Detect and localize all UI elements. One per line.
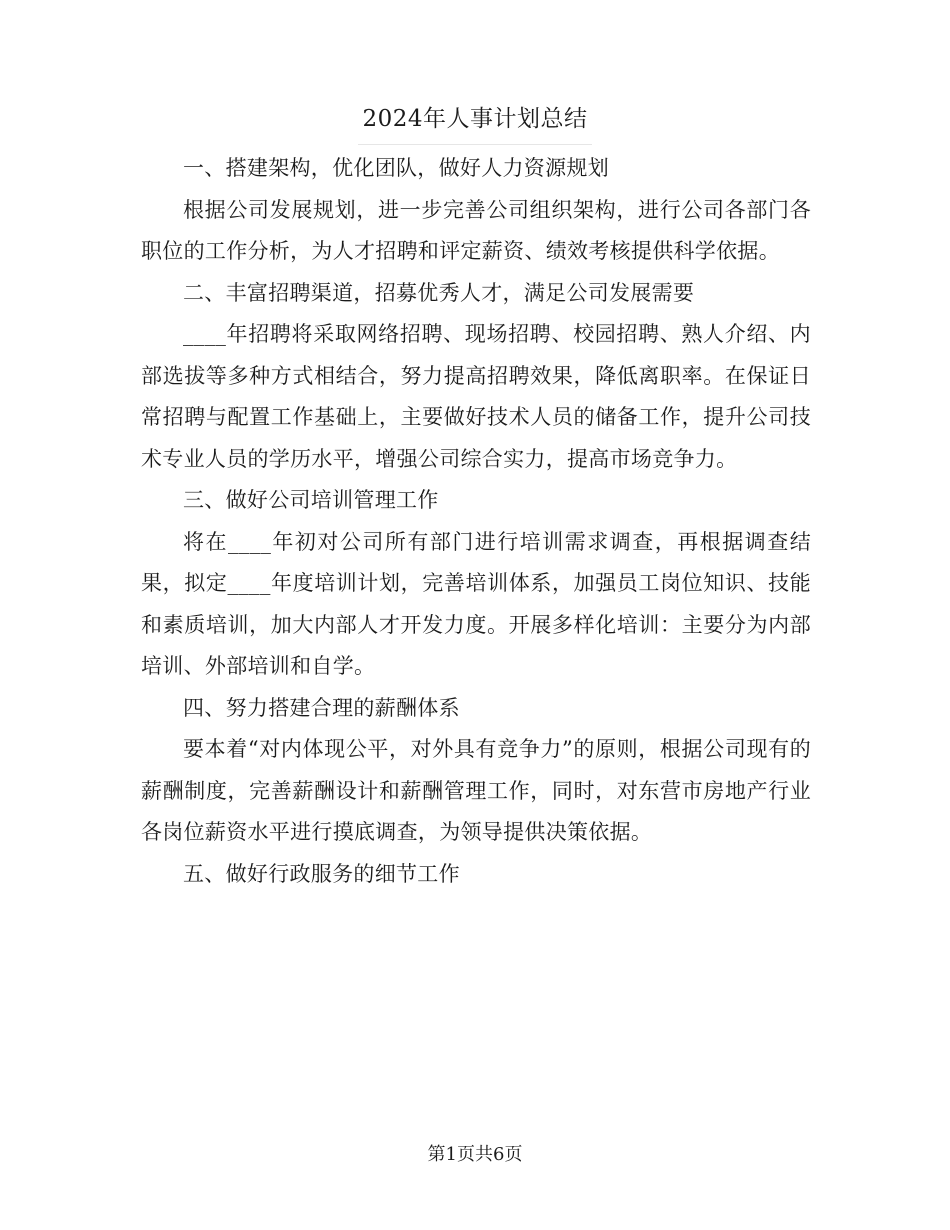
section-body-3: 将在____年初对公司所有部门进行培训需求调查，再根据调查结果，拟定____年度培训计划，完善培训体系，加强员工岗位知识、技能和素质培训，加大内部人才开发力度。开展多样化培训：主要分为内部培训、外部培训和自学。 — [141, 529, 811, 678]
page-number-footer: 第1页共6页 — [427, 1144, 523, 1165]
title-area — [0, 100, 950, 145]
section-heading-2: 二、丰富招聘渠道，招募优秀人才，满足公司发展需要 — [183, 280, 695, 305]
section-heading-3: 三、做好公司培训管理工作 — [183, 488, 439, 512]
section-body-2: ____年招聘将采取网络招聘、现场招聘、校园招聘、熟人介绍、内部选拔等多种方式相结合，努力提高招聘效果，降低离职率。在保证日常招聘与配置工作基础上，主要做好技术人员的储备工作，提升公司技术专业人员的学历水平，增强公司综合实力，提高市场竞争力。 — [141, 322, 811, 471]
section-body-4: 要本着“对内体现公平，对外具有竞争力”的原则，根据公司现有的薪酬制度，完善薪酬设计和薪酬管理工作，同时，对东营市房地产行业各岗位薪资水平进行摸底调查，为领导提供决策依据。 — [141, 737, 811, 844]
section-heading-1: 一、搭建架构，优化团队，做好人力资源规划 — [183, 156, 609, 180]
section-heading-5: 五、做好行政服务的细节工作 — [183, 861, 460, 886]
document-body — [141, 148, 811, 895]
document-title: 2024年人事计划总结 — [358, 100, 591, 145]
section-body-1: 根据公司发展规划，进一步完善公司组织架构，进行公司各部门各职位的工作分析，为人才招聘和评定薪资、绩效考核提供科学依据。 — [141, 197, 811, 263]
section-heading-4: 四、努力搭建合理的薪酬体系 — [183, 695, 460, 720]
